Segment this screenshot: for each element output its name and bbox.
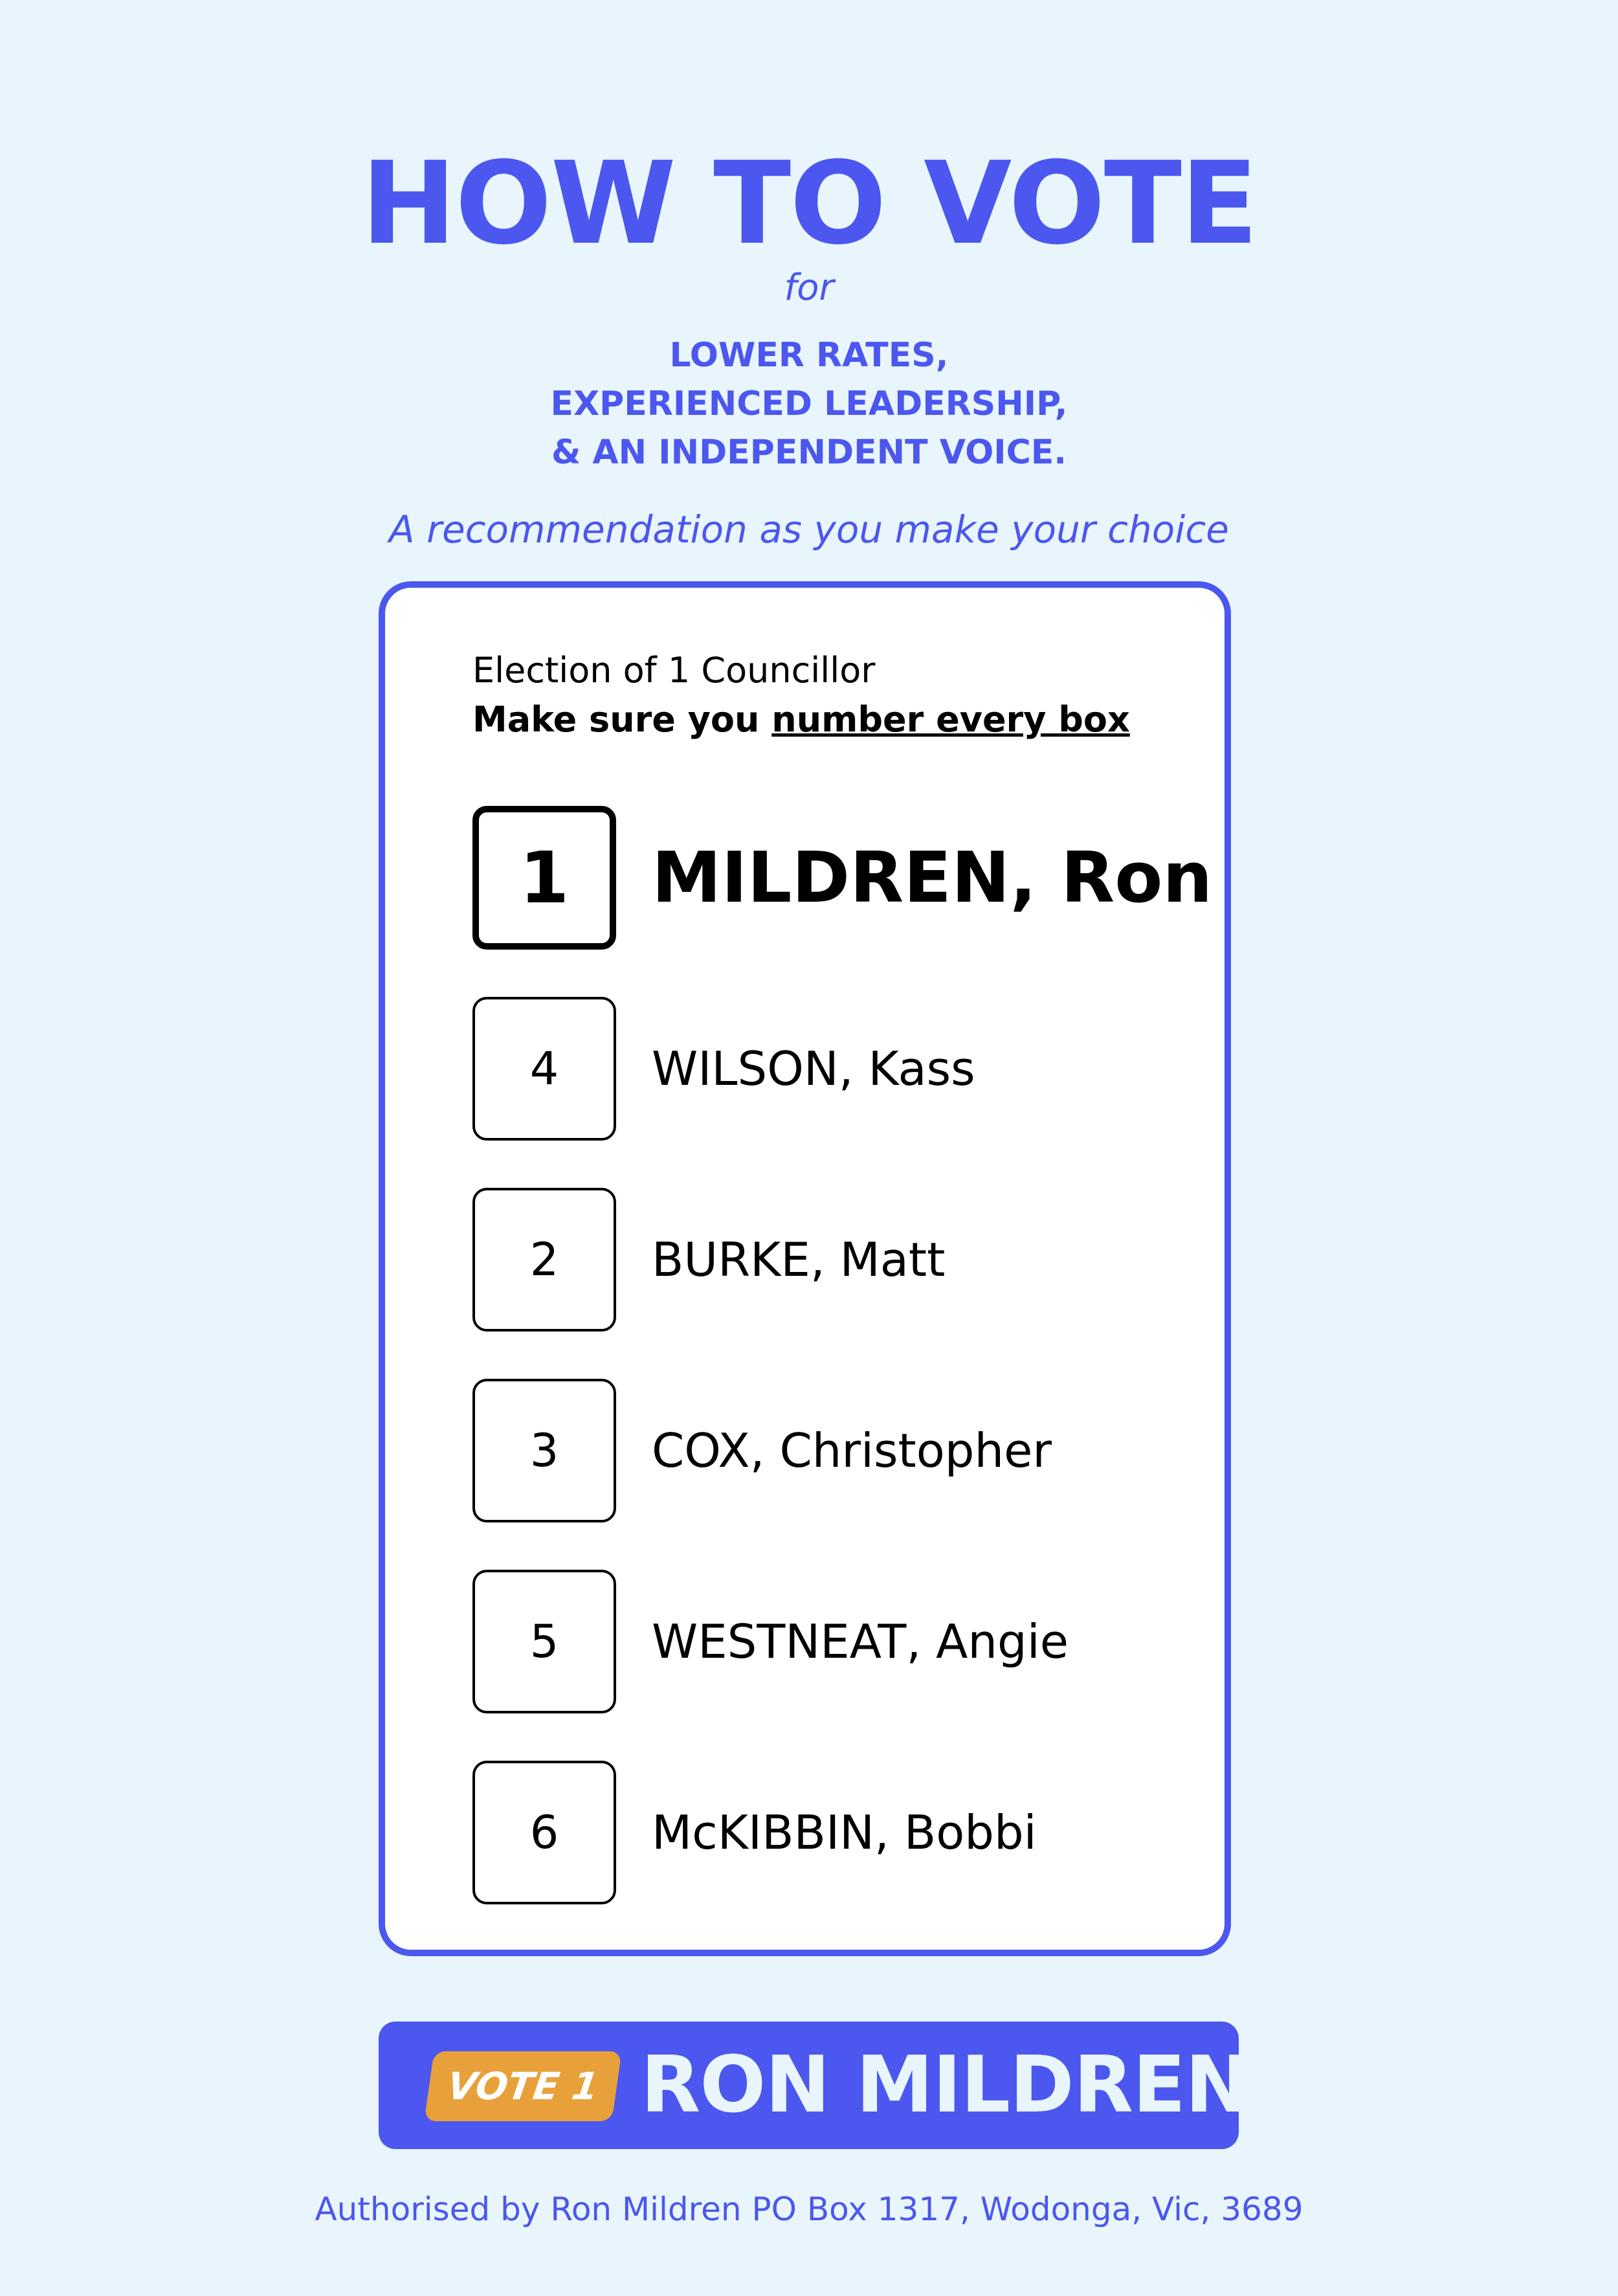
authorisation-text: Authorised by Ron Mildren PO Box 1317, Wodonga, Vic, 3689 [315, 2190, 1303, 2228]
vote-banner [379, 2022, 1250, 2149]
instruction-prefix: Make sure you [472, 699, 772, 740]
recommendation-text: A recommendation as you make your choice [389, 507, 1229, 552]
tagline-line-1: LOWER RATES, [669, 336, 949, 375]
election-label: Election of 1 Councillor [472, 650, 876, 691]
preference-box: 5 [472, 1570, 616, 1713]
ballot-card [379, 581, 1231, 1956]
preference-box: 2 [472, 1188, 616, 1332]
candidate-name: McKIBBIN, Bobbi [652, 1805, 1037, 1860]
candidate-name: COX, Christopher [652, 1423, 1052, 1478]
page-title: HOW TO VOTE [360, 137, 1258, 270]
candidate-row-mckibbin [472, 1761, 1184, 1904]
candidate-row-cox [472, 1379, 1184, 1522]
tagline-line-3: & AN INDEPENDENT VOICE. [551, 433, 1067, 472]
candidate-row-wilson [472, 997, 1184, 1141]
candidate-name: BURKE, Matt [652, 1232, 946, 1287]
vote-1-badge: VOTE 1 [424, 2051, 621, 2121]
instruction-text [472, 695, 1130, 744]
candidate-name: WESTNEAT, Angie [652, 1614, 1069, 1669]
candidate-row-westneat [472, 1570, 1184, 1713]
preference-box: 1 [472, 806, 616, 950]
candidate-name: MILDREN, Ron [652, 837, 1213, 919]
preference-box: 4 [472, 997, 616, 1141]
for-text: for [784, 267, 834, 309]
instruction-emphasis: number every box [771, 699, 1130, 740]
candidate-name: WILSON, Kass [652, 1042, 975, 1096]
banner-candidate-name: RON MILDREN [641, 2040, 1250, 2130]
preference-box: 3 [472, 1379, 616, 1522]
tagline-line-2: EXPERIENCED LEADERSHIP, [550, 385, 1068, 423]
candidate-row-mildren [472, 806, 1213, 950]
tagline [0, 331, 1618, 477]
candidate-row-burke [472, 1188, 1184, 1332]
preference-box: 6 [472, 1761, 616, 1904]
